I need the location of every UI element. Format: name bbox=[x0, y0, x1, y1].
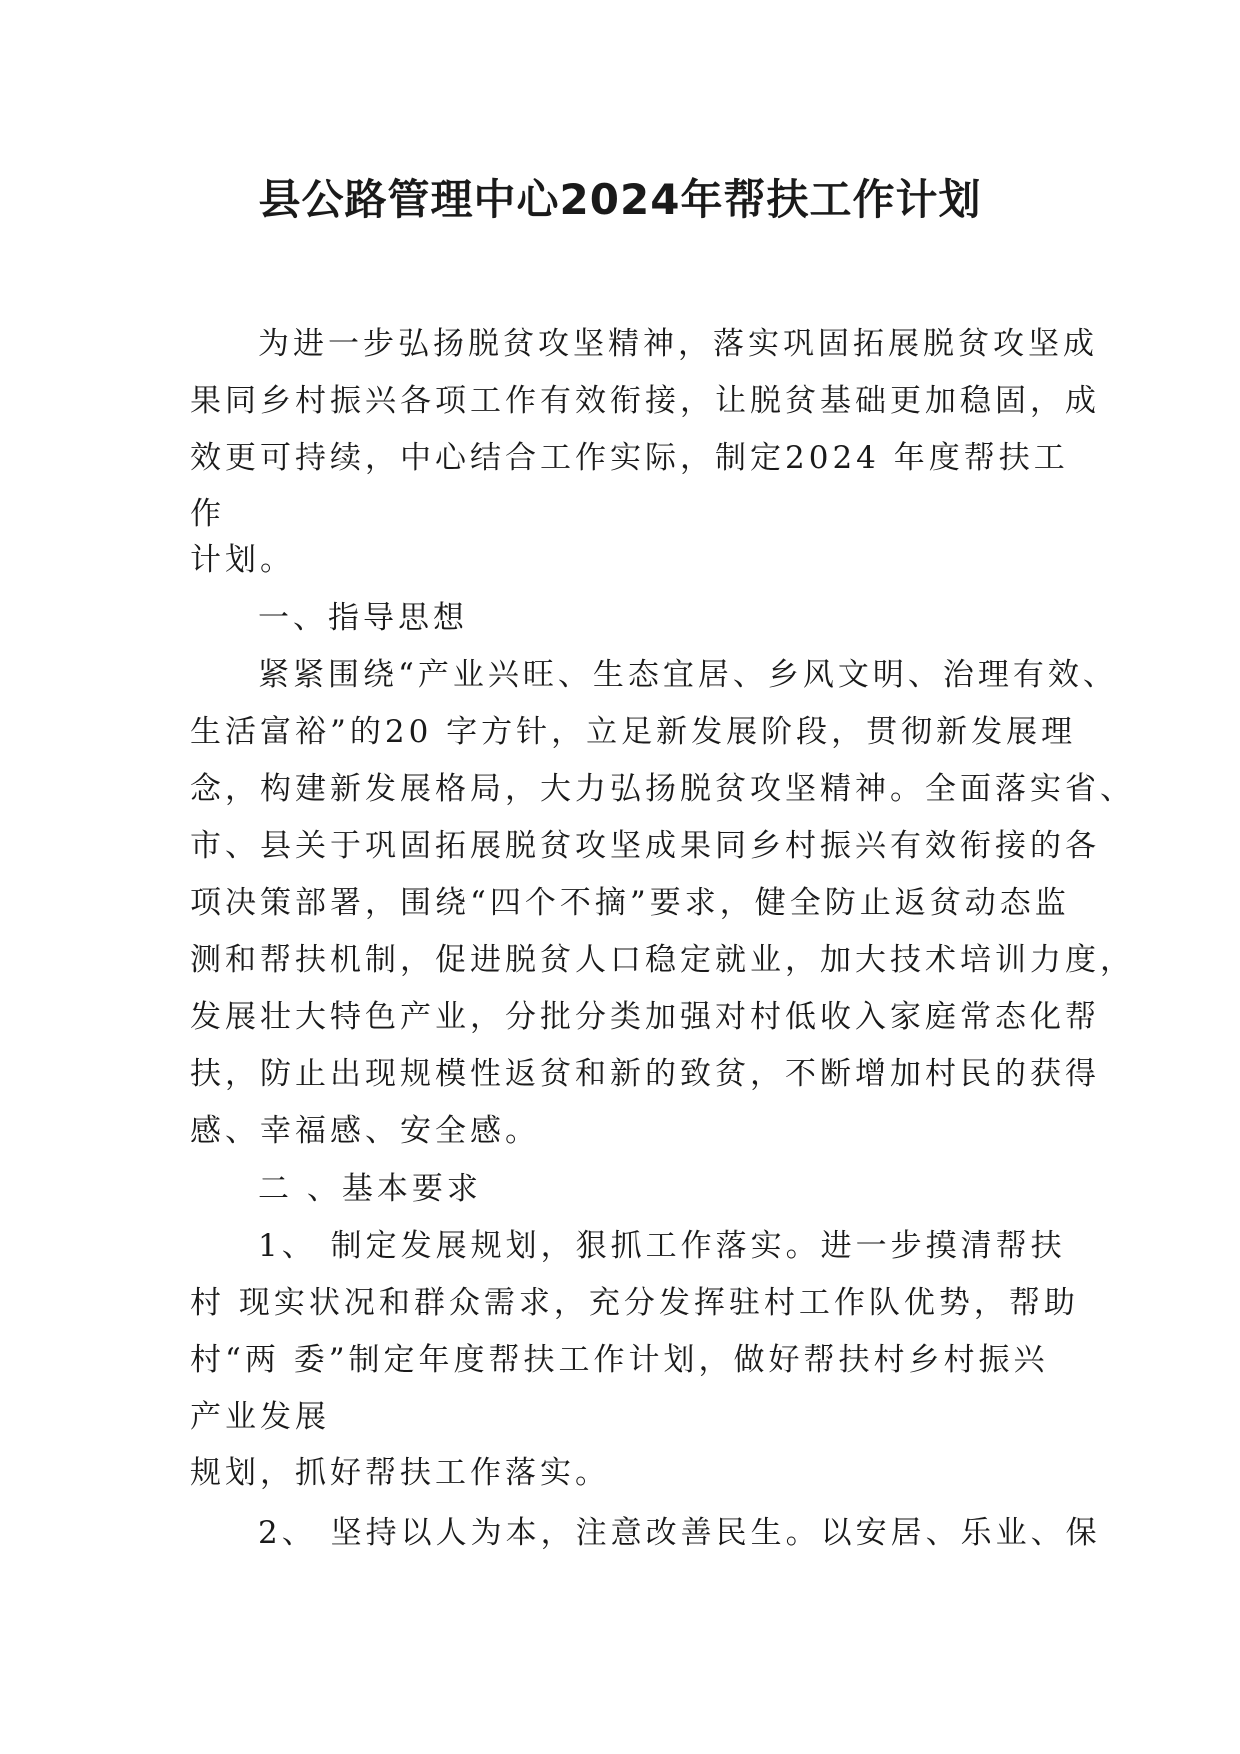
paragraph-line: 规划，抓好帮扶工作落实。 bbox=[190, 1455, 610, 1491]
paragraph-line: 测和帮扶机制，促进脱贫人口稳定就业，加大技术培训力度， bbox=[190, 942, 1135, 978]
paragraph-line: 果同乡村振兴各项工作有效衔接，让脱贫基础更加稳固，成 bbox=[190, 383, 1100, 419]
paragraph-line: 计划。 bbox=[190, 542, 295, 578]
section-heading: 一、指导思想 bbox=[258, 600, 468, 636]
paragraph-line: 为进一步弘扬脱贫攻坚精神，落实巩固拓展脱贫攻坚成 bbox=[258, 326, 1098, 362]
paragraph-line: 紧紧围绕“产业兴旺、生态宜居、乡风文明、治理有效、 bbox=[258, 657, 1118, 693]
paragraph-line: 村 现实状况和群众需求，充分发挥驻村工作队优势，帮助 bbox=[190, 1285, 1079, 1321]
paragraph-line: 1、 制定发展规划，狠抓工作落实。进一步摸清帮扶 bbox=[258, 1228, 1066, 1264]
section-heading: 二 、基本要求 bbox=[258, 1171, 482, 1207]
paragraph-line: 感、幸福感、安全感。 bbox=[190, 1113, 540, 1149]
document-title: 县公路管理中心2024年帮扶工作计划 bbox=[258, 175, 982, 224]
paragraph-line: 作 bbox=[190, 496, 225, 532]
paragraph-line: 发展壮大特色产业，分批分类加强对村低收入家庭常态化帮 bbox=[190, 999, 1100, 1035]
paragraph-line: 念，构建新发展格局，大力弘扬脱贫攻坚精神。全面落实省、 bbox=[190, 771, 1135, 807]
paragraph-line: 生活富裕”的20 字方针，立足新发展阶段，贯彻新发展理 bbox=[190, 714, 1077, 750]
paragraph-line: 效更可持续，中心结合工作实际，制定2024 年度帮扶工 bbox=[190, 440, 1069, 476]
paragraph-line: 扶，防止出现规模性返贫和新的致贫，不断增加村民的获得 bbox=[190, 1056, 1100, 1092]
paragraph-line: 村“两 委”制定年度帮扶工作计划，做好帮扶村乡村振兴 bbox=[190, 1342, 1049, 1378]
paragraph-line: 产业发展 bbox=[190, 1399, 330, 1435]
paragraph-line: 市、县关于巩固拓展脱贫攻坚成果同乡村振兴有效衔接的各 bbox=[190, 828, 1100, 864]
paragraph-line: 项决策部署，围绕“四个不摘”要求，健全防止返贫动态监 bbox=[190, 885, 1070, 921]
paragraph-line: 2、 坚持以人为本，注意改善民生。以安居、乐业、保 bbox=[258, 1515, 1101, 1551]
